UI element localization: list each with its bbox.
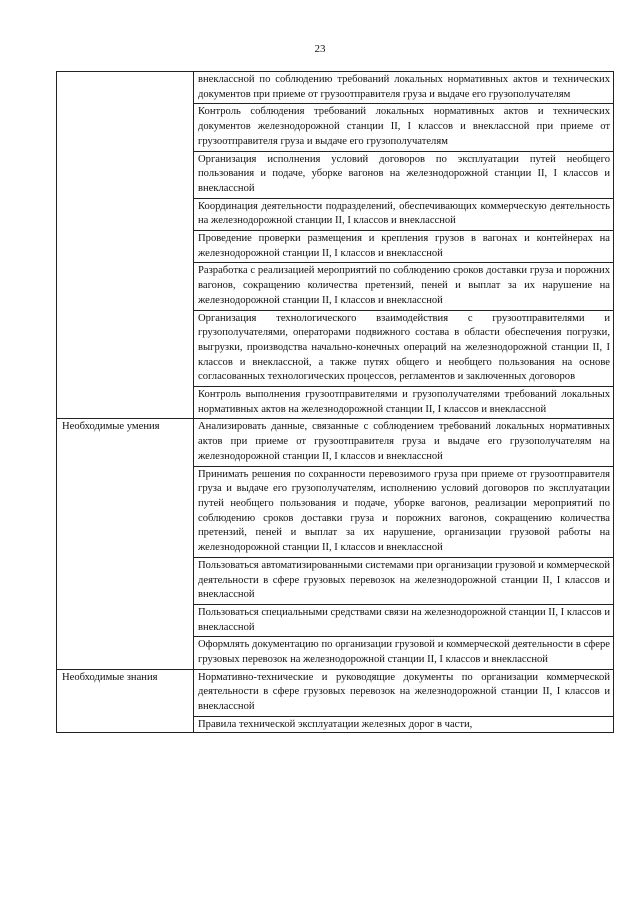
requirement-item: Оформлять документацию по организации грузовой и коммерческой деятельности в сфере грузовых перевозок на железнодорожной станции II, I классов и внеклассной — [194, 637, 614, 669]
page-number: 23 — [314, 43, 326, 55]
requirement-item: Проведение проверки размещения и крепления грузов в вагонах и контейнерах на железнодорожной станции II, I классов и внеклассной — [194, 231, 614, 263]
requirement-item: Контроль выполнения грузоотправителями и грузополучателями требований локальных нормативных актов на железнодорожной станции II, I классов и внеклассной — [194, 387, 614, 419]
requirement-item: Разработка с реализацией мероприятий по соблюдению сроков доставки груза и порожних вагонов, сокращению количества претензий, пеней и выплат за их нарушение на железнодорожной станции II, I классов и внеклассной — [194, 263, 614, 310]
table-row — [57, 669, 614, 716]
section-label — [57, 72, 194, 419]
requirement-item: Принимать решения по сохранности перевозимого груза при приеме от грузоотправителя груза и выдаче его грузополучателям, исполнению условий договоров по эксплуатации путей необщего пользования и подаче, уборке вагонов, реализации мероприятий по соблюдению сроков доставки груза и порожних вагонов, сокращению количества претензий, пеней и выплат за их нарушение, организации грузовой работы на железнодорожной станции II, I классов и внеклассной — [194, 466, 614, 557]
requirement-item: Нормативно-технические и руководящие документы по организации коммерческой деятельности в сфере грузовых перевозок на железнодорожной станции II, I классов и внеклассной — [194, 669, 614, 716]
requirement-item: Координация деятельности подразделений, обеспечивающих коммерческую деятельность на железнодорожной станции II, I классов и внеклассной — [194, 198, 614, 230]
section-label: Необходимые знания — [57, 669, 194, 732]
table-row — [57, 72, 614, 104]
requirement-item: Контроль соблюдения требований локальных нормативных актов и технических документов железнодорожной станции II, I классов и внеклассной при приеме от грузоотправителя груза и выдаче его грузополучателям — [194, 104, 614, 151]
requirement-item — [194, 716, 614, 732]
table-row — [57, 419, 614, 466]
requirement-item: внеклассной по соблюдению требований локальных нормативных актов и технических документов при приеме от грузоотправителя груза и выдаче его грузополучателям — [194, 72, 614, 104]
requirement-item: Организация исполнения условий договоров по эксплуатации путей необщего пользования и подаче, уборке вагонов на железнодорожной станции II, I классов и внеклассной — [194, 151, 614, 198]
requirement-item: Анализировать данные, связанные с соблюдением требований локальных нормативных актов при приеме от грузоотправителя груза и выдаче его грузополучателям на железнодорожной станции II, I классов и внеклассной — [194, 419, 614, 466]
requirement-item: Организация технологического взаимодействия с грузоотправителями и грузополучателями, операторами подвижного состава в области обеспечения погрузки, выгрузки, производства начально-конечных операций на железнодорожной станции II, I классов и внеклассной, а также путях общего и необщего пользования на основе согласованных технологических процессов, регламентов и заключенных договоров — [194, 310, 614, 387]
requirement-item: Пользоваться автоматизированными системами при организации грузовой и коммерческой деятельности в сфере грузовых перевозок на железнодорожной станции II, I классов и внеклассной — [194, 557, 614, 604]
section-label: Необходимые умения — [57, 419, 194, 669]
requirement-item: Пользоваться специальными средствами связи на железнодорожной станции II, I классов и внеклассной — [194, 604, 614, 636]
requirements-table — [56, 71, 614, 733]
requirement-item-text: Правила технической эксплуатации железных дорог в части, — [198, 718, 473, 730]
